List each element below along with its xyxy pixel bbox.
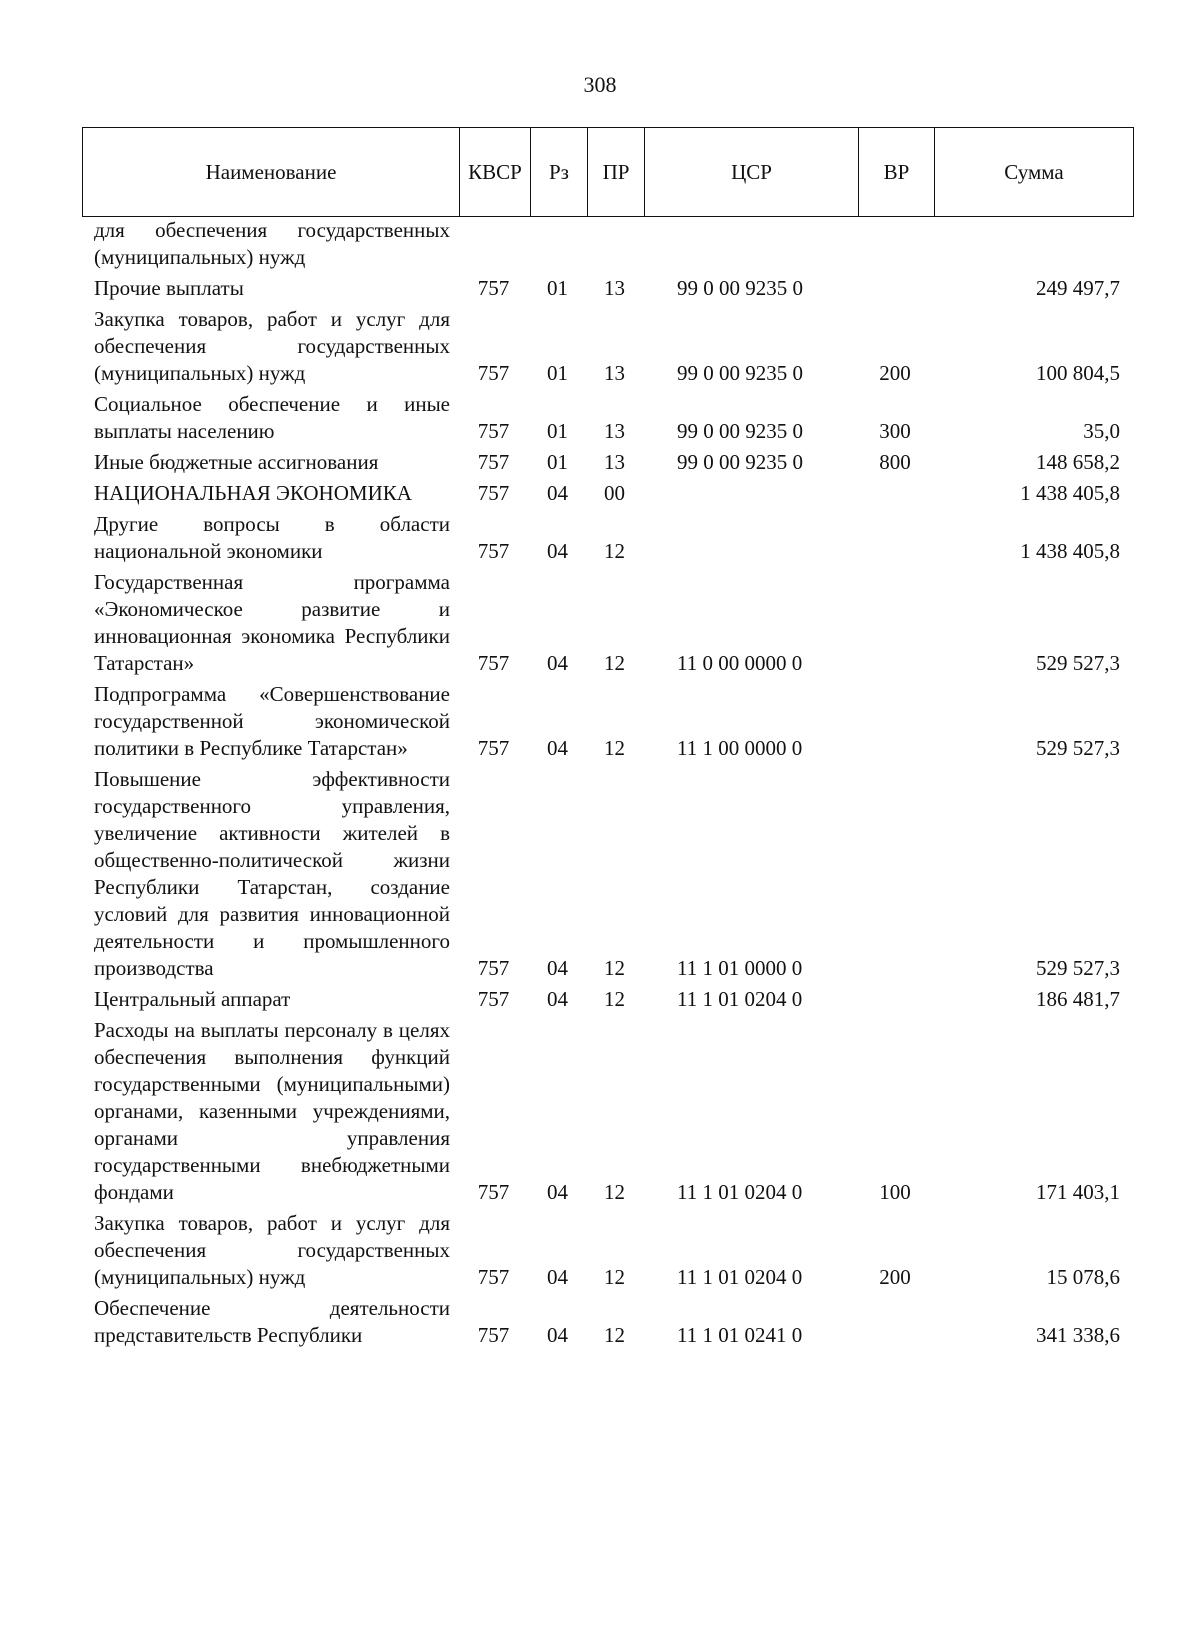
page-number: 308	[583, 72, 617, 97]
row-rz: 04	[547, 987, 568, 1011]
table-row	[82, 306, 1134, 387]
row-name: НАЦИОНАЛЬНАЯ ЭКОНОМИКА	[94, 481, 412, 505]
row-pr: 13	[604, 361, 625, 385]
row-pr: 12	[604, 539, 625, 563]
table-row	[82, 480, 1134, 507]
row-kvsr: 757	[477, 539, 510, 563]
row-sum: 15 078,6	[1046, 1265, 1120, 1289]
table-row	[82, 449, 1134, 476]
row-kvsr: 757	[477, 276, 510, 300]
budget-table	[82, 127, 1134, 1349]
table-row	[82, 391, 1134, 445]
row-name: Прочие выплаты	[94, 276, 244, 300]
row-pr: 12	[604, 651, 625, 675]
table-row	[82, 511, 1134, 565]
table-header	[82, 127, 1134, 217]
row-pr: 12	[604, 1180, 625, 1204]
row-csr: 99 0 00 9235 0	[677, 276, 803, 300]
row-rz: 04	[547, 481, 568, 505]
header-csr: ЦСР	[644, 128, 858, 216]
table-row	[82, 1017, 1134, 1206]
row-csr: 11 1 00 0000 0	[677, 736, 803, 760]
row-sum: 341 338,6	[1036, 1323, 1120, 1347]
header-vr: ВР	[858, 128, 934, 216]
row-name: Закупка товаров, работ и услуг для обеспечения государственных (муниципальных) нужд	[94, 1211, 450, 1289]
row-csr: 99 0 00 9235 0	[677, 450, 803, 474]
table-row	[82, 1210, 1134, 1291]
header-sum: Сумма	[934, 128, 1133, 216]
row-pr: 13	[604, 450, 625, 474]
row-kvsr: 757	[477, 361, 510, 385]
header-kvsr: КВСР	[459, 128, 530, 216]
row-kvsr: 757	[477, 651, 510, 675]
row-csr: 11 1 01 0000 0	[677, 956, 803, 980]
row-name: Расходы на выплаты персоналу в целях обеспечения выполнения функций государственными (муниципальными) органами, казенными учреждениями, органами управления государственными внебюджетными фондами	[94, 1018, 450, 1204]
row-vr: 100	[879, 1180, 911, 1204]
row-sum: 1 438 405,8	[1020, 539, 1120, 563]
row-name: Обеспечение деятельности представительств Республики	[94, 1296, 450, 1347]
row-rz: 04	[547, 539, 568, 563]
row-pr: 13	[604, 276, 625, 300]
header-pr: ПР	[587, 128, 644, 216]
row-pr: 12	[604, 1265, 625, 1289]
row-name: для обеспечения государственных (муниципальных) нужд	[94, 218, 450, 269]
row-kvsr: 757	[477, 736, 510, 760]
row-kvsr: 757	[477, 987, 510, 1011]
row-rz: 04	[547, 956, 568, 980]
row-name: Другие вопросы в области национальной экономики	[94, 512, 450, 563]
row-csr: 99 0 00 9235 0	[677, 361, 803, 385]
row-name: Закупка товаров, работ и услуг для обеспечения государственных (муниципальных) нужд	[94, 307, 450, 385]
row-kvsr: 757	[477, 481, 510, 505]
row-sum: 100 804,5	[1036, 361, 1120, 385]
row-kvsr: 757	[477, 450, 510, 474]
table-row	[82, 766, 1134, 982]
row-name: Подпрограмма «Совершенствование государственной экономической политики в Республике Татарстан»	[94, 682, 450, 760]
row-pr: 12	[604, 987, 625, 1011]
row-name: Иные бюджетные ассигнования	[94, 450, 379, 474]
row-sum: 171 403,1	[1036, 1180, 1120, 1204]
row-sum: 148 658,2	[1036, 450, 1120, 474]
row-name: Повышение эффективности государственного управления, увеличение активности жителей в общественно-политической жизни Республики Татарстан, создание условий для развития инновационной деятельности и промышленного производства	[94, 767, 450, 980]
row-vr: 200	[879, 361, 911, 385]
row-pr: 12	[604, 956, 625, 980]
row-vr: 300	[879, 419, 911, 443]
row-kvsr: 757	[477, 1180, 510, 1204]
table-row	[82, 681, 1134, 762]
row-sum: 529 527,3	[1036, 651, 1120, 675]
row-name: Центральный аппарат	[94, 987, 291, 1011]
row-vr: 800	[879, 450, 911, 474]
row-csr: 11 1 01 0204 0	[677, 987, 803, 1011]
row-csr: 11 1 01 0204 0	[677, 1265, 803, 1289]
row-rz: 04	[547, 1180, 568, 1204]
table-row	[82, 569, 1134, 677]
row-pr: 12	[604, 1323, 625, 1347]
row-rz: 04	[547, 651, 568, 675]
row-sum: 249 497,7	[1036, 276, 1120, 300]
row-vr: 200	[879, 1265, 911, 1289]
row-kvsr: 757	[477, 1323, 510, 1347]
row-rz: 04	[547, 736, 568, 760]
row-name: Социальное обеспечение и иные выплаты населению	[94, 392, 450, 443]
row-name: Государственная программа «Экономическое развитие и инновационная экономика Республики Татарстан»	[94, 570, 450, 675]
table-row	[82, 275, 1134, 302]
row-csr: 11 1 01 0241 0	[677, 1323, 803, 1347]
row-csr: 99 0 00 9235 0	[677, 419, 803, 443]
row-sum: 1 438 405,8	[1020, 481, 1120, 505]
row-rz: 01	[547, 276, 568, 300]
row-kvsr: 757	[477, 419, 510, 443]
row-sum: 529 527,3	[1036, 736, 1120, 760]
header-rz: Рз	[530, 128, 587, 216]
row-pr: 13	[604, 419, 625, 443]
row-sum: 529 527,3	[1036, 956, 1120, 980]
row-csr: 11 1 01 0204 0	[677, 1180, 803, 1204]
row-pr: 00	[604, 481, 625, 505]
row-rz: 04	[547, 1323, 568, 1347]
row-sum: 186 481,7	[1036, 987, 1120, 1011]
row-rz: 04	[547, 1265, 568, 1289]
row-csr: 11 0 00 0000 0	[677, 651, 803, 675]
table-row	[82, 217, 1134, 271]
row-kvsr: 757	[477, 1265, 510, 1289]
row-rz: 01	[547, 361, 568, 385]
table-row	[82, 1295, 1134, 1349]
header-name: Наименование	[205, 159, 337, 184]
row-rz: 01	[547, 450, 568, 474]
row-pr: 12	[604, 736, 625, 760]
row-sum: 35,0	[1083, 419, 1120, 443]
row-rz: 01	[547, 419, 568, 443]
table-row	[82, 986, 1134, 1013]
row-kvsr: 757	[477, 956, 510, 980]
